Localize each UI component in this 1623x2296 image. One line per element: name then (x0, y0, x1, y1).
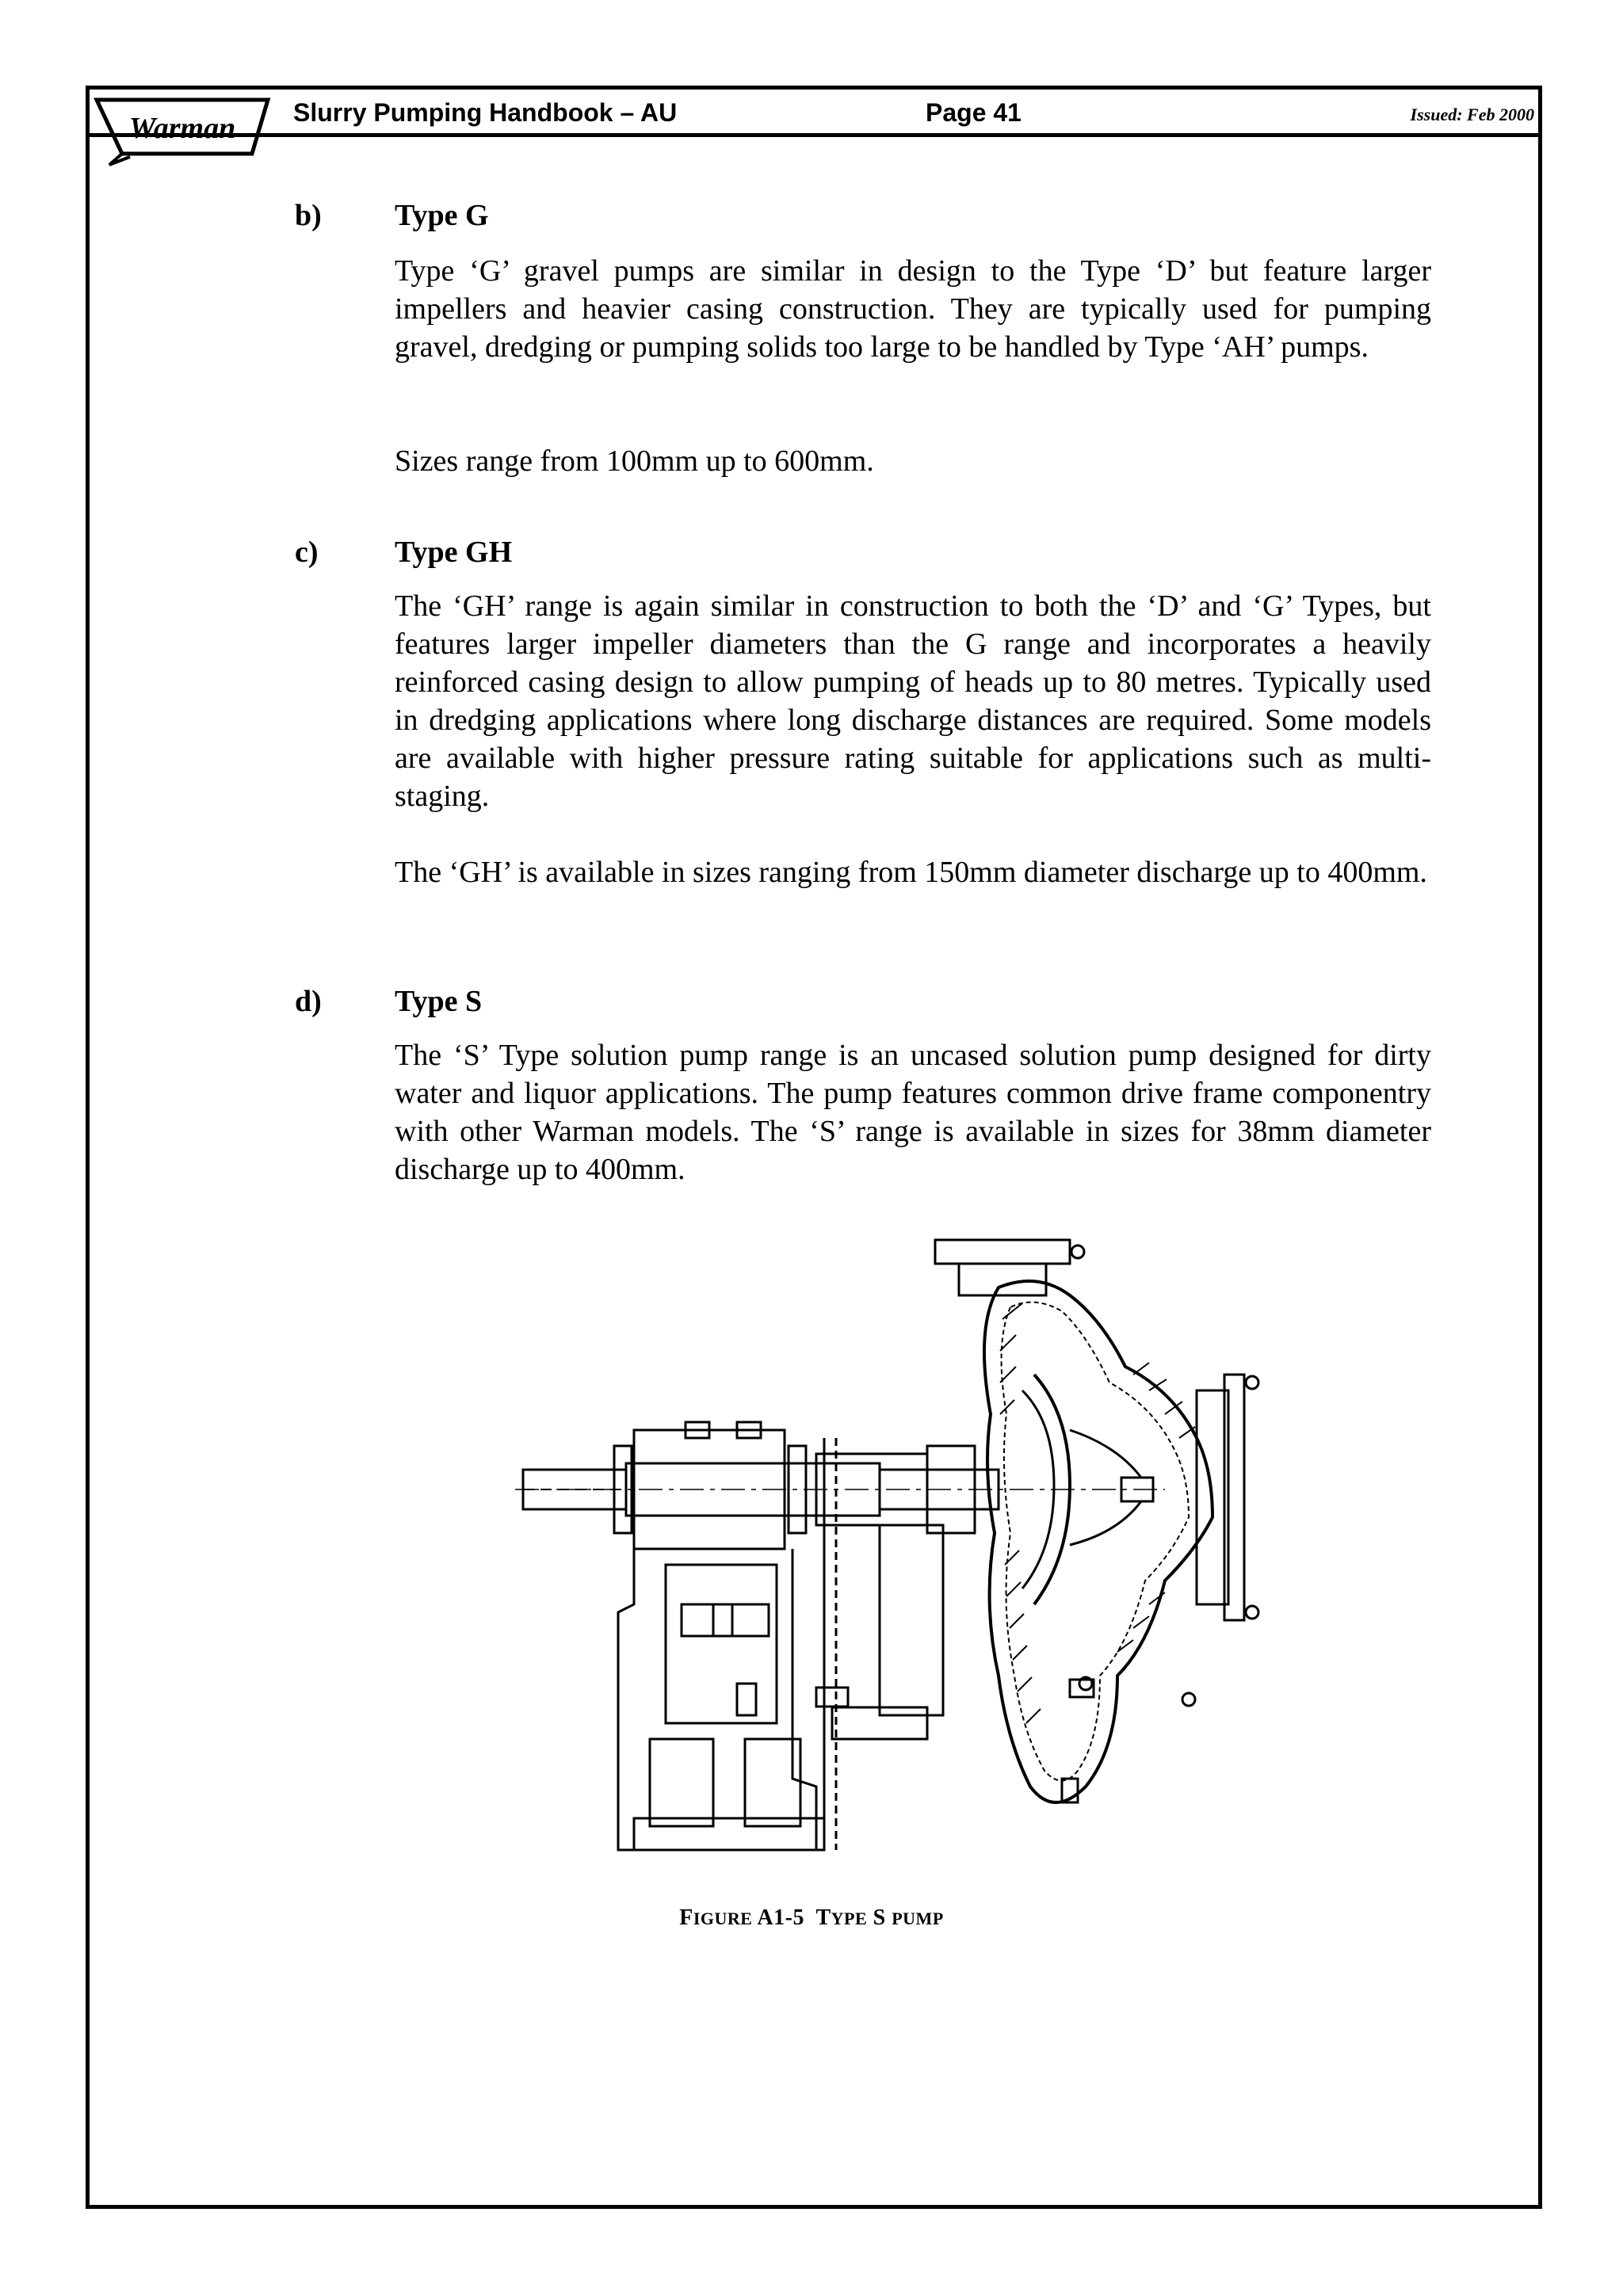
section-label: d) (295, 985, 322, 1018)
section-heading: Type GH (395, 536, 513, 569)
header-issued-date: Issued: Feb 2000 (1410, 105, 1534, 124)
section-heading: Type S (395, 985, 483, 1018)
section-heading: Type G (395, 199, 489, 232)
header-rule (86, 133, 1542, 137)
caption-prefix-rest: IGURE (693, 1909, 753, 1928)
header-title: Slurry Pumping Handbook – AU (293, 98, 678, 127)
caption-pump: PUMP (892, 1909, 944, 1928)
section-paragraph: The ‘S’ Type solution pump range is an uncased solution pump designed for dirty water and liquor applications. The pump features common drive frame componentry with other Warman models. The ‘S’ range is available in sizes for 38mm diameter discharge up to 400mm. (395, 1039, 1431, 1186)
pump-cross-section-drawing (515, 1232, 1323, 1866)
svg-text:Warman: Warman (128, 112, 236, 145)
section-paragraph: The ‘GH’ is available in sizes ranging from 150mm diameter discharge up to 400mm. (395, 856, 1427, 889)
section-label: b) (295, 199, 322, 232)
section-label: c) (295, 536, 319, 569)
caption-s: S (873, 1905, 886, 1930)
warman-logo (94, 93, 273, 168)
caption-prefix-first: F (679, 1905, 693, 1930)
caption-type-rest: YPE (831, 1909, 868, 1928)
section-paragraph: Sizes range from 100mm up to 600mm. (395, 444, 874, 478)
section-paragraph: The ‘GH’ range is again similar in construction to both the ‘D’ and ‘G’ Types, but features larger impeller diameters than the G range and incorporates a heavily reinforced casing design to allow pumping of heads up to 80 metres. Typically used in dredging applications where long discharge distances are required. Some models are available with higher pressure rating suitable for applications such as multi-staging. (395, 589, 1431, 813)
caption-number: A1-5 (757, 1905, 804, 1930)
header-page-number: Page 41 (926, 98, 1022, 127)
section-paragraph: Type ‘G’ gravel pumps are similar in design to the Type ‘D’ but feature larger impellers and heavier casing construction. They are typically used for pumping gravel, dredging or pumping solids too large to be handled by Type ‘AH’ pumps. (395, 254, 1431, 364)
caption-type-first: T (815, 1905, 831, 1930)
figure-caption (0, 1905, 1623, 1931)
